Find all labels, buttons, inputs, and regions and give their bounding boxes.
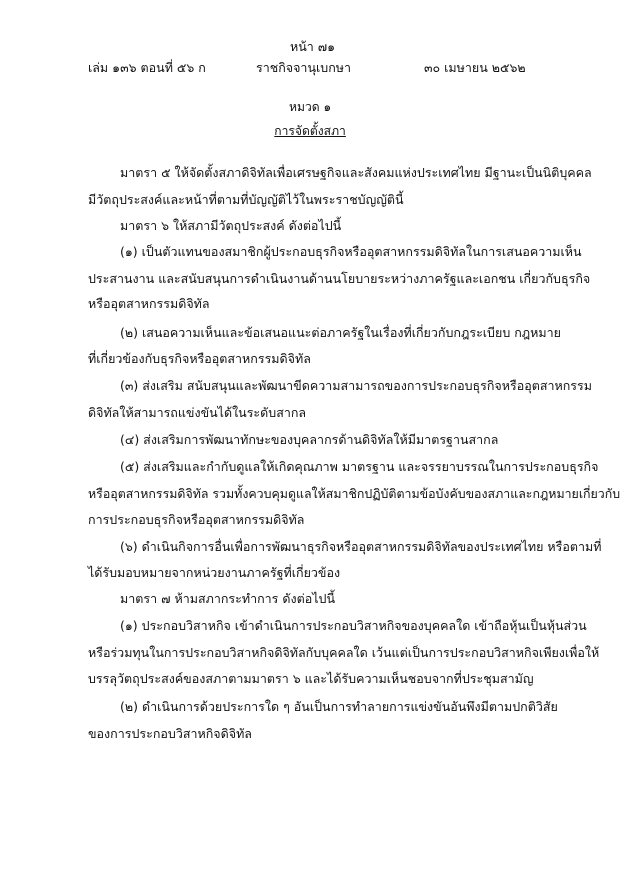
- body-line: (๔) ส่งเสริมการพัฒนาทักษะของบุคลากรด้านดิจิทัลให้มีมาตรฐานสากล: [120, 432, 499, 447]
- body-line: หรือร่วมทุนในการประกอบวิสาหกิจดิจิทัลกับบุคคลใด เว้นแต่เป็นการประกอบวิสาหกิจเพียงเพื่อให้: [88, 645, 600, 660]
- body-line: มีวัตถุประสงค์และหน้าที่ตามที่บัญญัติไว้ในพระราชบัญญัตินี้: [88, 192, 404, 207]
- body-line: การประกอบธุรกิจหรืออุตสาหกรรมดิจิทัล: [88, 512, 305, 527]
- publication-date: ๓๐ เมษายน ๒๕๖๒: [424, 60, 526, 75]
- page-number: หน้า ๗๑: [290, 39, 336, 54]
- body-line: (๓) ส่งเสริม สนับสนุนและพัฒนาขีดความสามารถของการประกอบธุรกิจหรืออุตสาหกรรม: [120, 378, 592, 393]
- body-line: หรืออุตสาหกรรมดิจิทัล รวมทั้งควบคุมดูแลให้สมาชิกปฏิบัติตามข้อบังคับของสภาและกฎหมายเกี่ยวกับ: [88, 486, 621, 501]
- chapter-title: การจัดตั้งสภา: [274, 123, 346, 138]
- chapter-number: หมวด ๑: [288, 99, 332, 114]
- body-line: ดิจิทัลให้สามารถแข่งขันได้ในระดับสากล: [88, 405, 307, 420]
- publication-name: ราชกิจจานุเบกษา: [256, 60, 352, 75]
- body-line: บรรลุวัตถุประสงค์ของสภาตามมาตรา ๖ และได้รับความเห็นชอบจากที่ประชุมสามัญ: [88, 671, 534, 686]
- body-line: (๑) ประกอบวิสาหกิจ เข้าดำเนินการประกอบวิสาหกิจของบุคคลใด เข้าถือหุ้นเป็นหุ้นส่วน: [120, 618, 587, 633]
- body-line: (๖) ดำเนินกิจการอื่นเพื่อการพัฒนาธุรกิจหรืออุตสาหกรรมดิจิทัลของประเทศไทย หรือตามที่: [120, 539, 602, 554]
- body-line: (๕) ส่งเสริมและกำกับดูแลให้เกิดคุณภาพ มาตรฐาน และจรรยาบรรณในการประกอบธุรกิจ: [120, 459, 599, 474]
- body-line: มาตรา ๖ ให้สภามีวัตถุประสงค์ ดังต่อไปนี้: [120, 218, 342, 233]
- body-line: (๒) ดำเนินการด้วยประการใด ๆ อันเป็นการทำลายการแข่งขันอันพึงมีตามปกติวิสัย: [120, 699, 558, 714]
- body-line: มาตรา ๕ ให้จัดตั้งสภาดิจิทัลเพื่อเศรษฐกิจและสังคมแห่งประเทศไทย มีฐานะเป็นนิติบุคคล: [120, 165, 592, 180]
- body-line: ของการประกอบวิสาหกิจดิจิทัล: [88, 726, 252, 741]
- body-line: ที่เกี่ยวข้องกับธุรกิจหรืออุตสาหกรรมดิจิทัล: [88, 351, 311, 366]
- body-line: หรืออุตสาหกรรมดิจิทัล: [88, 296, 210, 311]
- volume-issue: เล่ม ๑๓๖ ตอนที่ ๕๖ ก: [88, 60, 206, 75]
- body-line: ประสานงาน และสนับสนุนการดำเนินงานด้านนโยบายระหว่างภาครัฐและเอกชน เกี่ยวกับธุรกิจ: [88, 271, 591, 286]
- body-line: ได้รับมอบหมายจากหน่วยงานภาครัฐที่เกี่ยวข้อง: [88, 565, 341, 580]
- body-line: มาตรา ๗ ห้ามสภากระทำการ ดังต่อไปนี้: [120, 591, 335, 606]
- body-line: (๑) เป็นตัวแทนของสมาชิกผู้ประกอบธุรกิจหรืออุตสาหกรรมดิจิทัลในการเสนอความเห็น: [120, 244, 582, 259]
- body-line: (๒) เสนอความเห็นและข้อเสนอแนะต่อภาครัฐในเรื่องที่เกี่ยวกับกฎระเบียบ กฎหมาย: [120, 325, 562, 340]
